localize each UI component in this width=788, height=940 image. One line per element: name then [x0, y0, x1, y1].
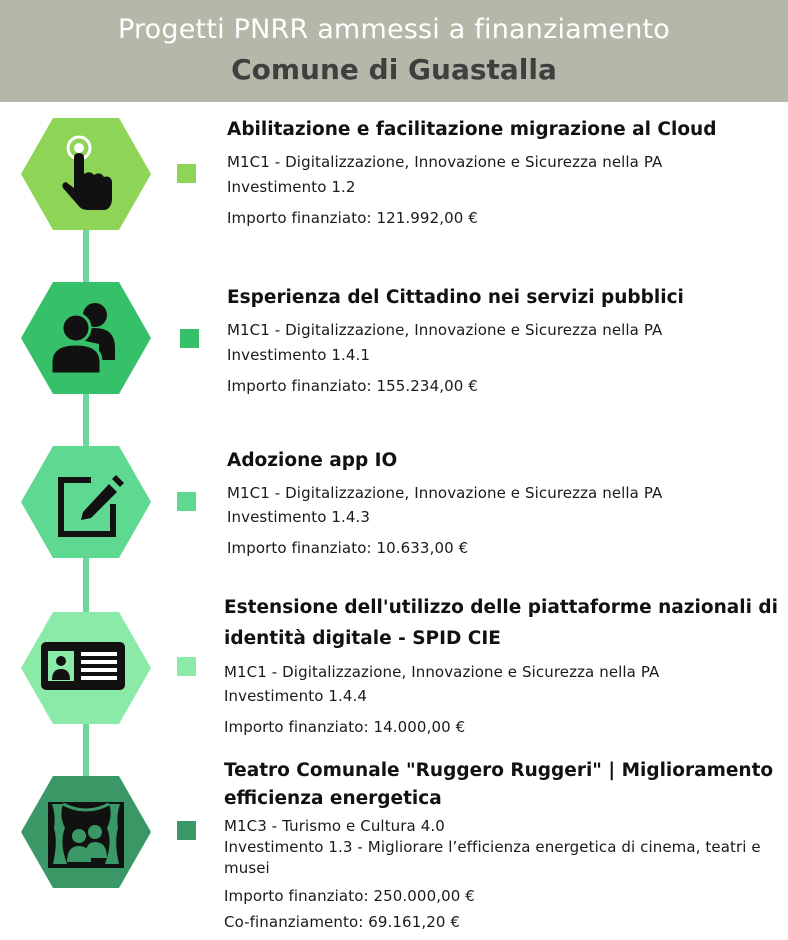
- project-5-title-line2: efficienza energetica: [224, 788, 442, 809]
- project-2-mission: M1C1 - Digitalizzazione, Innovazione e Sicurezza nella PA: [227, 321, 663, 339]
- project-4-investment: Investimento 1.4.4: [224, 687, 368, 705]
- project-5-hexagon: [21, 776, 151, 888]
- project-1-amount: Importo finanziato: 121.992,00 €: [227, 209, 478, 227]
- project-4-bullet: [177, 657, 196, 676]
- project-5-bullet: [177, 821, 196, 840]
- project-4-mission: M1C1 - Digitalizzazione, Innovazione e Sicurezza nella PA: [224, 663, 660, 681]
- touch-hand-icon: [21, 118, 151, 230]
- project-3-amount: Importo finanziato: 10.633,00 €: [227, 539, 469, 557]
- project-1-mission: M1C1 - Digitalizzazione, Innovazione e Sicurezza nella PA: [227, 153, 663, 171]
- project-5-mission: M1C3 - Turismo e Cultura 4.0: [224, 817, 445, 835]
- project-3-title: Adozione app IO: [227, 450, 398, 471]
- project-1-bullet: [177, 164, 196, 183]
- project-2-title: Esperienza del Cittadino nei servizi pubblici: [227, 287, 684, 308]
- timeline-connector: [83, 390, 89, 450]
- project-4-title-line1: Estensione dell'utilizzo delle piattaforme nazionali di: [224, 597, 778, 618]
- project-2-investment: Investimento 1.4.1: [227, 346, 371, 364]
- timeline-connector: [83, 720, 89, 780]
- timeline-connector: [83, 558, 89, 618]
- project-4-amount: Importo finanziato: 14.000,00 €: [224, 718, 466, 736]
- edit-icon: [21, 446, 151, 558]
- project-2-amount: Importo finanziato: 155.234,00 €: [227, 377, 478, 395]
- project-2-hexagon: [21, 282, 151, 394]
- users-icon: [21, 282, 151, 394]
- page-subtitle: Comune di Guastalla: [231, 53, 557, 86]
- project-1-hexagon: [21, 118, 151, 230]
- project-3-investment: Investimento 1.4.3: [227, 508, 371, 526]
- project-4-title-line2: identità digitale - SPID CIE: [224, 628, 501, 649]
- project-5-title-line1: Teatro Comunale "Ruggero Ruggeri" | Miglioramento: [224, 760, 774, 781]
- page-title: Progetti PNRR ammessi a finanziamento: [117, 14, 671, 45]
- project-5-investment-line2: musei: [224, 859, 270, 877]
- project-2-bullet: [180, 329, 199, 348]
- project-1-investment: Investimento 1.2: [227, 178, 356, 196]
- header-banner: [0, 0, 788, 102]
- id-card-icon: [21, 612, 151, 724]
- project-5-cofinancing: Co-finanziamento: 69.161,20 €: [224, 913, 461, 931]
- timeline-connector: [83, 226, 89, 286]
- project-3-hexagon: [21, 446, 151, 558]
- theater-icon: [21, 776, 151, 888]
- project-4-hexagon: [21, 612, 151, 724]
- project-3-bullet: [177, 492, 196, 511]
- project-5-investment-line1: Investimento 1.3 - Migliorare l’efficienza energetica di cinema, teatri e: [224, 838, 761, 856]
- project-1-title: Abilitazione e facilitazione migrazione al Cloud: [227, 119, 717, 140]
- project-3-mission: M1C1 - Digitalizzazione, Innovazione e Sicurezza nella PA: [227, 484, 663, 502]
- project-5-amount: Importo finanziato: 250.000,00 €: [224, 887, 475, 905]
